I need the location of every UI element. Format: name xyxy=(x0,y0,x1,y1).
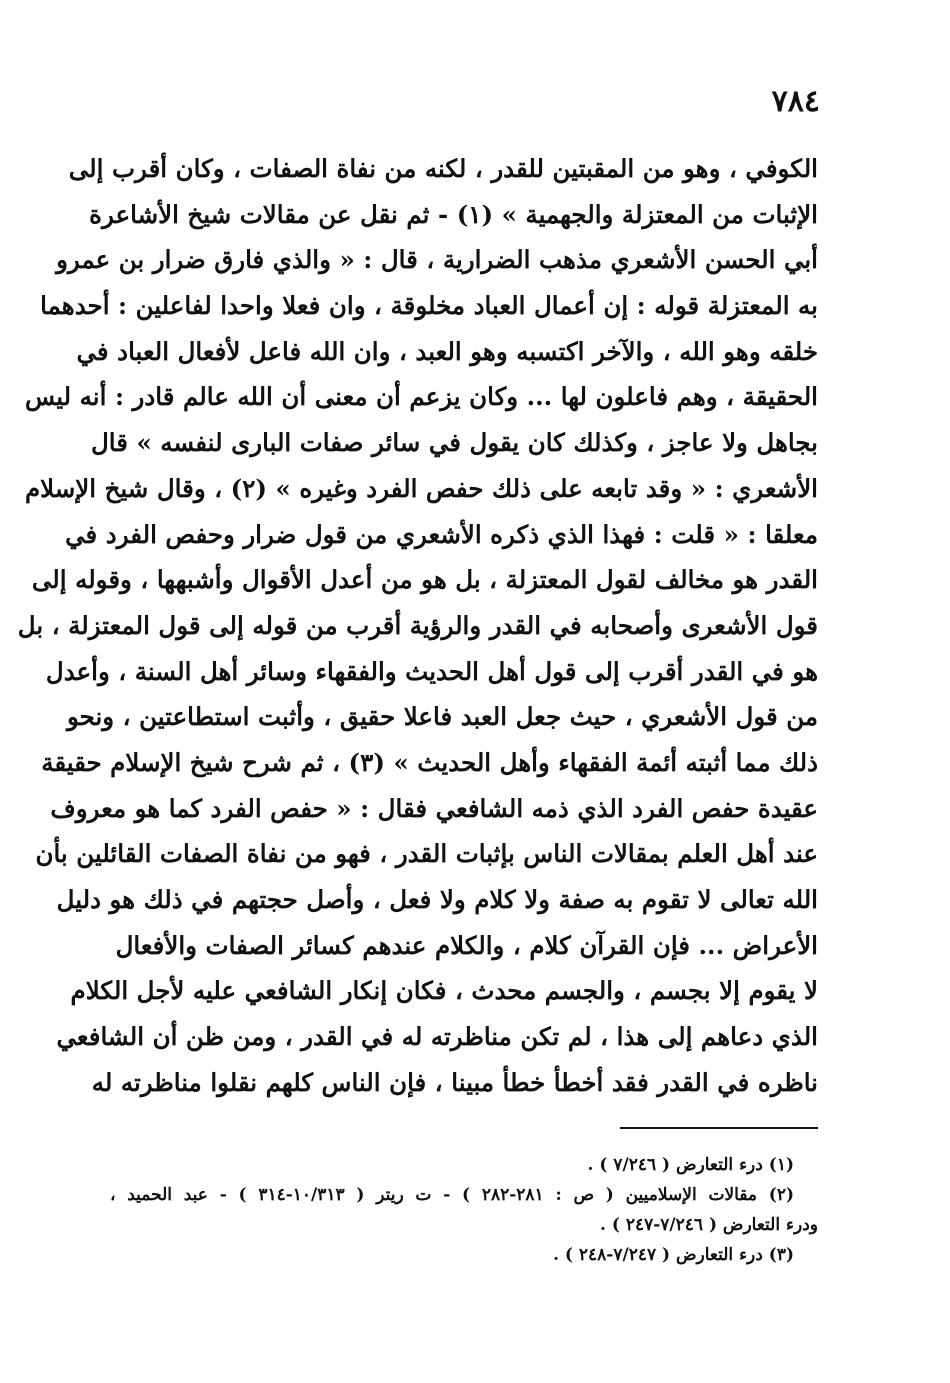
text-line: من قول الأشعري ، حيث جعل العبد فاعلا حقيق ، وأثبت استطاعتين ، ونحو xyxy=(67,702,818,732)
text-line: عند أهل العلم بمقالات الناس بإثبات القدر ، فهو من نفاة الصفات القائلين بأن xyxy=(35,839,818,869)
footnote-separator xyxy=(620,1127,818,1129)
text-line: الذي دعاهم إلى هذا ، لم تكن مناظرته له في القدر ، ومن ظن أن الشافعي xyxy=(56,1022,818,1052)
text-line: قول الأشعرى وأصحابه في القدر والرؤية أقرب من قوله إلى قول المعتزلة ، بل xyxy=(17,610,818,640)
body-text xyxy=(17,146,818,1105)
text-line: الله تعالى لا تقوم به صفة ولا كلام ولا فعل ، وأصل حجتهم في ذلك هو دليل xyxy=(56,885,818,914)
text-line: خلقه وهو الله ، والآخر اكتسبه وهو العبد ، وان الله فاعل لأفعال العباد في xyxy=(76,336,818,366)
text-line: عقيدة حفص الفرد الذي ذمه الشافعي فقال : « حفص الفرد كما هو معروف xyxy=(50,793,818,823)
footnote-2-line-2: ودرء التعارض ( ٧/٢٤٦-٢٤٧ ) . xyxy=(600,1215,818,1235)
text-line: أبي الحسن الأشعري مذهب الضرارية ، قال : « والذي فارق ضرار بن عمرو xyxy=(56,245,818,275)
footnote-3: (٣) درء التعارض ( ٧/٢٤٧-٢٤٨ ) . xyxy=(553,1245,794,1265)
text-line: معلقا : « قلت : فهذا الذي ذكره الأشعري من قول ضرار وحفص الفرد في xyxy=(65,519,818,549)
text-line: الأعراض ... فإن القرآن كلام ، والكلام عندهم كسائر الصفات والأفعال xyxy=(115,930,818,960)
text-line: الحقيقة ، وهم فاعلون لها ... وكان يزعم أن معنى أن الله عالم قادر : أنه ليس xyxy=(25,382,818,412)
footnote-1: (١) درء التعارض ( ٧/٢٤٦ ) . xyxy=(587,1155,794,1175)
text-line: لا يقوم إلا بجسم ، والجسم محدث ، فكان إنكار الشافعي عليه لأجل الكلام xyxy=(70,976,818,1006)
page-number: ٧٨٤ xyxy=(771,84,820,119)
text-line: القدر هو مخالف لقول المعتزلة ، بل هو من أعدل الأقوال وأشبهها ، وقوله إلى xyxy=(31,565,818,595)
text-line: هو في القدر أقرب إلى قول أهل الحديث والفقهاء وسائر أهل السنة ، وأعدل xyxy=(45,656,818,686)
text-line: الكوفي ، وهو من المقبتين للقدر ، لكنه من نفاة الصفات ، وكان أقرب إلى xyxy=(68,154,818,183)
footnote-2-line-1: (٢) مقالات الإسلاميين ( ص : ٢٨١-٢٨٢ ) - ت ريتر ( ١٠/٣١٣-٣١٤ ) - عبد الحميد ، xyxy=(110,1185,795,1205)
text-line: الإثبات من المعتزلة والجهمية » (١) - ثم نقل عن مقالات شيخ الأشاعرة xyxy=(89,199,818,229)
text-line: ذلك مما أثبته أئمة الفقهاء وأهل الحديث » (٣) ، ثم شرح شيخ الإسلام حقيقة xyxy=(41,747,818,777)
text-line: به المعتزلة قوله : إن أعمال العباد مخلوقة ، وان فعلا واحدا لفاعلين : أحدهما xyxy=(40,291,818,321)
text-line: الأشعري : « وقد تابعه على ذلك حفص الفرد وغيره » (٢) ، وقال شيخ الإسلام xyxy=(24,473,818,503)
footnotes xyxy=(110,1150,818,1270)
text-line: ناظره في القدر فقد أخطأ خطأ مبينا ، فإن الناس كلهم نقلوا مناظرته له xyxy=(91,1067,818,1097)
text-line: بجاهل ولا عاجز ، وكذلك كان يقول في سائر صفات البارى لنفسه » قال xyxy=(90,428,818,458)
